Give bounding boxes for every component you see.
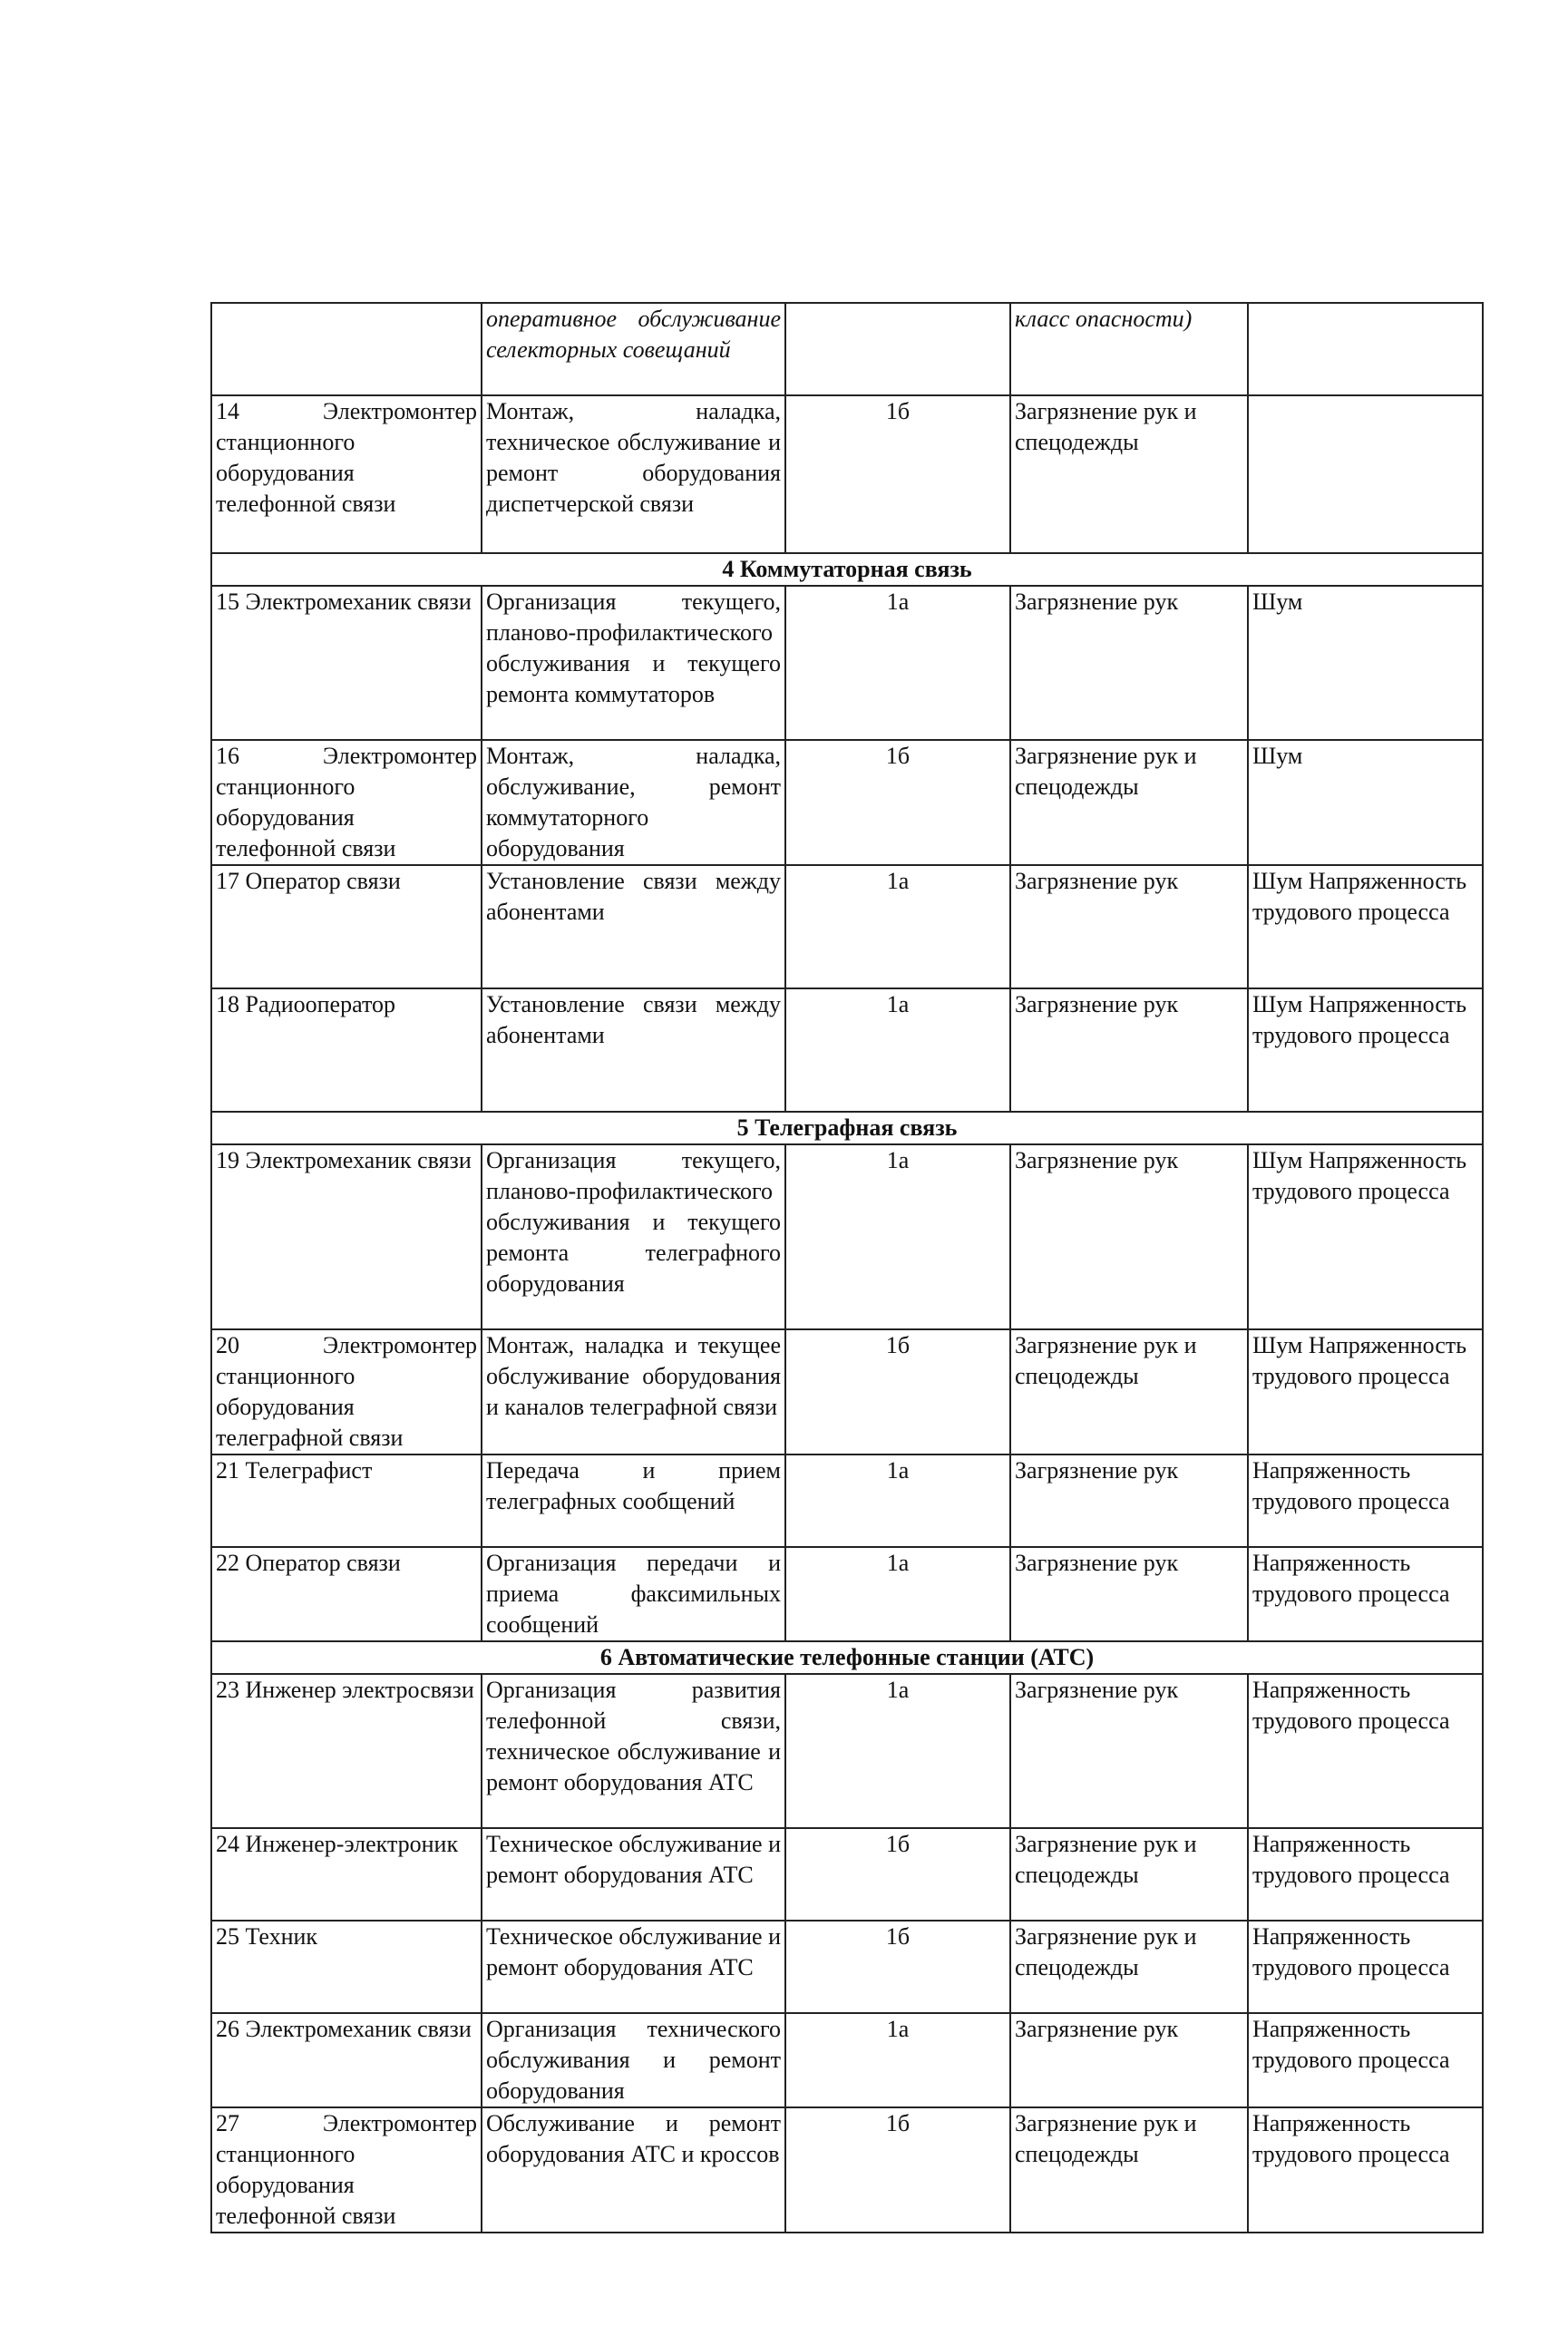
cell-profession (211, 2013, 482, 2107)
cell-other (1248, 395, 1483, 553)
table-row (211, 1921, 1483, 2013)
section-row (211, 1112, 1483, 1144)
table-row (211, 1674, 1483, 1828)
cell-factor: Загрязнение рук (1010, 2013, 1248, 2107)
cell-work: Монтаж, наладка, обслуживание, ремонт коммутаторного оборудования (482, 740, 785, 865)
cell-factor: Загрязнение рук и спецодежды (1010, 1828, 1248, 1921)
cell-class: 1б (785, 740, 1010, 865)
profession-name: Электромеханик связи (245, 2016, 472, 2042)
profession-name: Электромеханик связи (245, 589, 472, 615)
cell-work: Организация передачи и приема факсимильных сообщений (482, 1547, 785, 1641)
cell-profession (211, 1329, 482, 1455)
hazard-table (210, 302, 1484, 2233)
cell-class: 1а (785, 988, 1010, 1112)
cell-other: Шум Напряженность трудового процесса (1248, 1329, 1483, 1455)
profession-name: Техник (245, 1923, 318, 1950)
cell-other: Напряженность трудового процесса (1248, 1674, 1483, 1828)
cell-work: Обслуживание и ремонт оборудования АТС и кроссов (482, 2107, 785, 2233)
row-number: 26 (216, 2016, 239, 2042)
cell-factor: класс опасности) (1010, 303, 1248, 395)
cell-other: Напряженность трудового процесса (1248, 1455, 1483, 1547)
cell-profession (211, 988, 482, 1112)
row-number: 17 (216, 868, 239, 894)
table-row (211, 1144, 1483, 1329)
row-number: 23 (216, 1677, 239, 1703)
cell-other: Напряженность трудового процесса (1248, 1828, 1483, 1921)
cell-profession (211, 740, 482, 865)
table-row-continued (211, 303, 1483, 395)
table-row (211, 2013, 1483, 2107)
cell-class: 1б (785, 1329, 1010, 1455)
cell-work: Организация текущего, планово-профилактического обслуживания и текущего ремонта коммутаторов (482, 586, 785, 740)
table-row (211, 1329, 1483, 1455)
cell-work: Техническое обслуживание и ремонт оборудования АТС (482, 1921, 785, 2013)
cell-profession (211, 2107, 482, 2233)
cell-factor: Загрязнение рук и спецодежды (1010, 2107, 1248, 2233)
cell-work: Установление связи между абонентами (482, 988, 785, 1112)
cell-other: Напряженность трудового процесса (1248, 1921, 1483, 2013)
cell-other: Шум (1248, 740, 1483, 865)
row-number: 18 (216, 991, 239, 1017)
cell-class: 1б (785, 1921, 1010, 2013)
cell-class: 1б (785, 1828, 1010, 1921)
section-row (211, 553, 1483, 586)
table-row (211, 586, 1483, 740)
cell-work: Организация текущего, планово-профилактического обслуживания и текущего ремонта телеграфного оборудования (482, 1144, 785, 1329)
cell-profession (211, 1547, 482, 1641)
profession-name: Электромеханик связи (245, 1147, 472, 1173)
cell-work: Организация технического обслуживания и ремонт оборудования (482, 2013, 785, 2107)
table-row (211, 2107, 1483, 2233)
cell-factor: Загрязнение рук (1010, 586, 1248, 740)
cell-factor: Загрязнение рук (1010, 865, 1248, 988)
cell-other: Шум Напряженность трудового процесса (1248, 988, 1483, 1112)
row-number: 27 (216, 2110, 239, 2136)
table-row (211, 1455, 1483, 1547)
profession-name: Инженер электросвязи (245, 1677, 474, 1703)
cell-class: 1а (785, 1674, 1010, 1828)
cell-other: Напряженность трудового процесса (1248, 2107, 1483, 2233)
cell-other: Шум Напряженность трудового процесса (1248, 865, 1483, 988)
cell-factor: Загрязнение рук (1010, 988, 1248, 1112)
cell-other (1248, 303, 1483, 395)
section-title: 4 Коммутаторная связь (211, 553, 1483, 586)
cell-other: Шум (1248, 586, 1483, 740)
row-number: 15 (216, 589, 239, 615)
section-title: 5 Телеграфная связь (211, 1112, 1483, 1144)
row-number: 21 (216, 1457, 239, 1484)
cell-work: оперативное обслуживание селекторных совещаний (482, 303, 785, 395)
cell-class: 1а (785, 1455, 1010, 1547)
table-body (211, 303, 1483, 2233)
cell-profession (211, 865, 482, 988)
cell-work: Монтаж, наладка, техническое обслуживание и ремонт оборудования диспетчерской связи (482, 395, 785, 553)
row-number: 25 (216, 1923, 239, 1950)
row-number: 19 (216, 1147, 239, 1173)
table-row (211, 740, 1483, 865)
row-number: 22 (216, 1550, 239, 1576)
cell-work: Техническое обслуживание и ремонт оборудования АТС (482, 1828, 785, 1921)
table-row (211, 865, 1483, 988)
row-number: 14 (216, 398, 239, 424)
profession-name: Телеграфист (245, 1457, 373, 1484)
profession-name: Электромонтер станционного оборудования телефонной связи (216, 398, 477, 517)
profession-name: Электромонтер станционного оборудования телеграфной связи (216, 1332, 477, 1451)
cell-profession (211, 586, 482, 740)
cell-class: 1б (785, 395, 1010, 553)
cell-class: 1а (785, 1144, 1010, 1329)
profession-name: Оператор связи (245, 868, 401, 894)
table-row (211, 1547, 1483, 1641)
table-row (211, 988, 1483, 1112)
cell-other: Напряженность трудового процесса (1248, 1547, 1483, 1641)
cell-factor: Загрязнение рук (1010, 1674, 1248, 1828)
table-row (211, 1828, 1483, 1921)
cell-class: 1а (785, 586, 1010, 740)
cell-factor: Загрязнение рук и спецодежды (1010, 740, 1248, 865)
cell-class: 1а (785, 2013, 1010, 2107)
cell-work: Передача и прием телеграфных сообщений (482, 1455, 785, 1547)
cell-profession (211, 1455, 482, 1547)
cell-profession (211, 1144, 482, 1329)
cell-profession (211, 1921, 482, 2013)
row-number: 20 (216, 1332, 239, 1358)
cell-class (785, 303, 1010, 395)
profession-name: Электромонтер станционного оборудования телефонной связи (216, 2110, 477, 2229)
row-number: 24 (216, 1831, 239, 1857)
cell-other: Шум Напряженность трудового процесса (1248, 1144, 1483, 1329)
profession-name: Инженер-электроник (245, 1831, 459, 1857)
cell-profession (211, 1828, 482, 1921)
cell-profession (211, 395, 482, 553)
cell-profession (211, 1674, 482, 1828)
cell-factor: Загрязнение рук (1010, 1144, 1248, 1329)
profession-name: Оператор связи (245, 1550, 401, 1576)
cell-work: Организация развития телефонной связи, техническое обслуживание и ремонт оборудования АТС (482, 1674, 785, 1828)
profession-name: Радиооператор (245, 991, 395, 1017)
cell-factor: Загрязнение рук и спецодежды (1010, 395, 1248, 553)
cell-class: 1а (785, 865, 1010, 988)
profession-name: Электромонтер станционного оборудования телефонной связи (216, 743, 477, 861)
cell-profession (211, 303, 482, 395)
cell-work: Монтаж, наладка и текущее обслуживание оборудования и каналов телеграфной связи (482, 1329, 785, 1455)
cell-factor: Загрязнение рук и спецодежды (1010, 1329, 1248, 1455)
table-row (211, 395, 1483, 553)
section-row (211, 1641, 1483, 1674)
section-title: 6 Автоматические телефонные станции (АТС) (211, 1641, 1483, 1674)
cell-factor: Загрязнение рук (1010, 1455, 1248, 1547)
cell-other: Напряженность трудового процесса (1248, 2013, 1483, 2107)
row-number: 16 (216, 743, 239, 769)
cell-class: 1а (785, 1547, 1010, 1641)
cell-class: 1б (785, 2107, 1010, 2233)
cell-factor: Загрязнение рук (1010, 1547, 1248, 1641)
cell-factor: Загрязнение рук и спецодежды (1010, 1921, 1248, 2013)
cell-work: Установление связи между абонентами (482, 865, 785, 988)
